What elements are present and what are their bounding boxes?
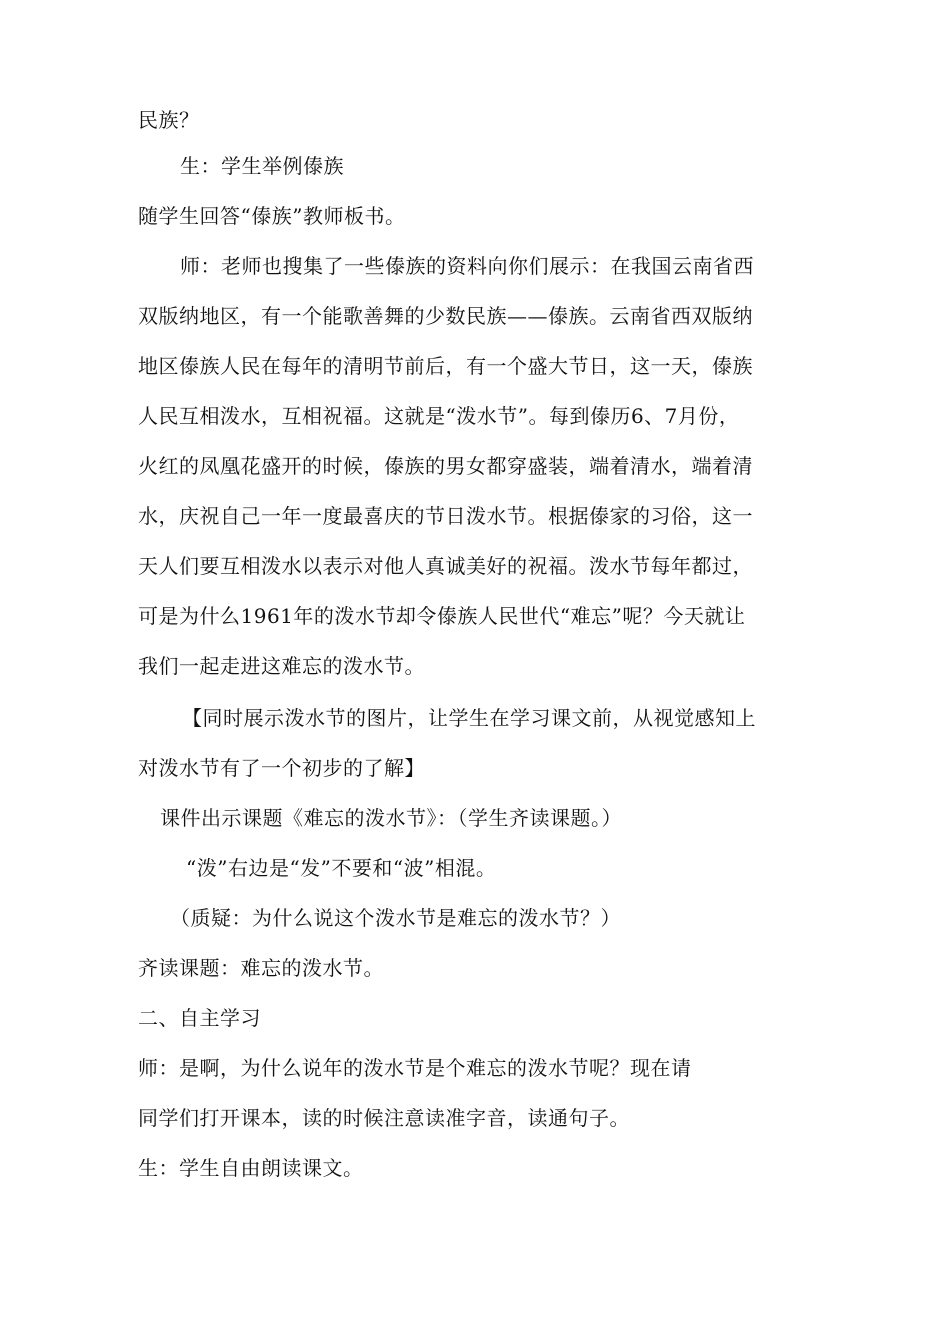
- text-line-1: 民族？: [138, 108, 200, 132]
- text-line-22: 生：学生自由朗读课文。: [138, 1156, 364, 1180]
- text-line-16: “泼”右边是“发”不要和“波”相混。: [186, 856, 497, 880]
- text-line-19: 二、自主学习: [138, 1006, 261, 1030]
- text-line-9: 水，庆祝自己一年一度最喜庆的节日泼水节。根据傣家的习俗，这一: [138, 504, 753, 528]
- text-line-17: （质疑：为什么说这个泼水节是难忘的泼水节？）: [170, 906, 621, 930]
- text-line-7: 人民互相泼水，互相祝福。这就是“泼水节”。每到傣历6、7月份，: [138, 404, 740, 428]
- text-line-10: 天人们要互相泼水以表示对他人真诚美好的祝福。泼水节每年都过，: [138, 554, 753, 578]
- text-line-20: 师：是啊，为什么说年的泼水节是个难忘的泼水节呢？现在请: [138, 1056, 692, 1080]
- text-line-11: 可是为什么1961年的泼水节却令傣族人民世代“难忘”呢？今天就让: [138, 604, 746, 628]
- text-line-18: 齐读课题：难忘的泼水节。: [138, 956, 384, 980]
- text-line-12: 我们一起走进这难忘的泼水节。: [138, 654, 425, 678]
- text-line-2: 生：学生举例傣族: [180, 154, 344, 178]
- text-line-6: 地区傣族人民在每年的清明节前后，有一个盛大节日，这一天，傣族: [138, 354, 753, 378]
- text-line-15: 课件出示课题《难忘的泼水节》：（学生齐读课题。）: [160, 806, 622, 830]
- text-line-3: 随学生回答“傣族”教师板书。: [138, 204, 406, 228]
- text-line-4: 师：老师也搜集了一些傣族的资料向你们展示：在我国云南省西: [180, 254, 754, 278]
- text-line-21: 同学们打开课本，读的时候注意读准字音，读通句子。: [138, 1106, 630, 1130]
- text-line-14: 对泼水节有了一个初步的了解】: [138, 756, 425, 780]
- text-line-13: 【同时展示泼水节的图片，让学生在学习课文前，从视觉感知上: [182, 706, 756, 730]
- text-line-8: 火红的凤凰花盛开的时候，傣族的男女都穿盛装，端着清水，端着清: [138, 454, 753, 478]
- text-line-5: 双版纳地区，有一个能歌善舞的少数民族——傣族。云南省西双版纳: [138, 304, 753, 328]
